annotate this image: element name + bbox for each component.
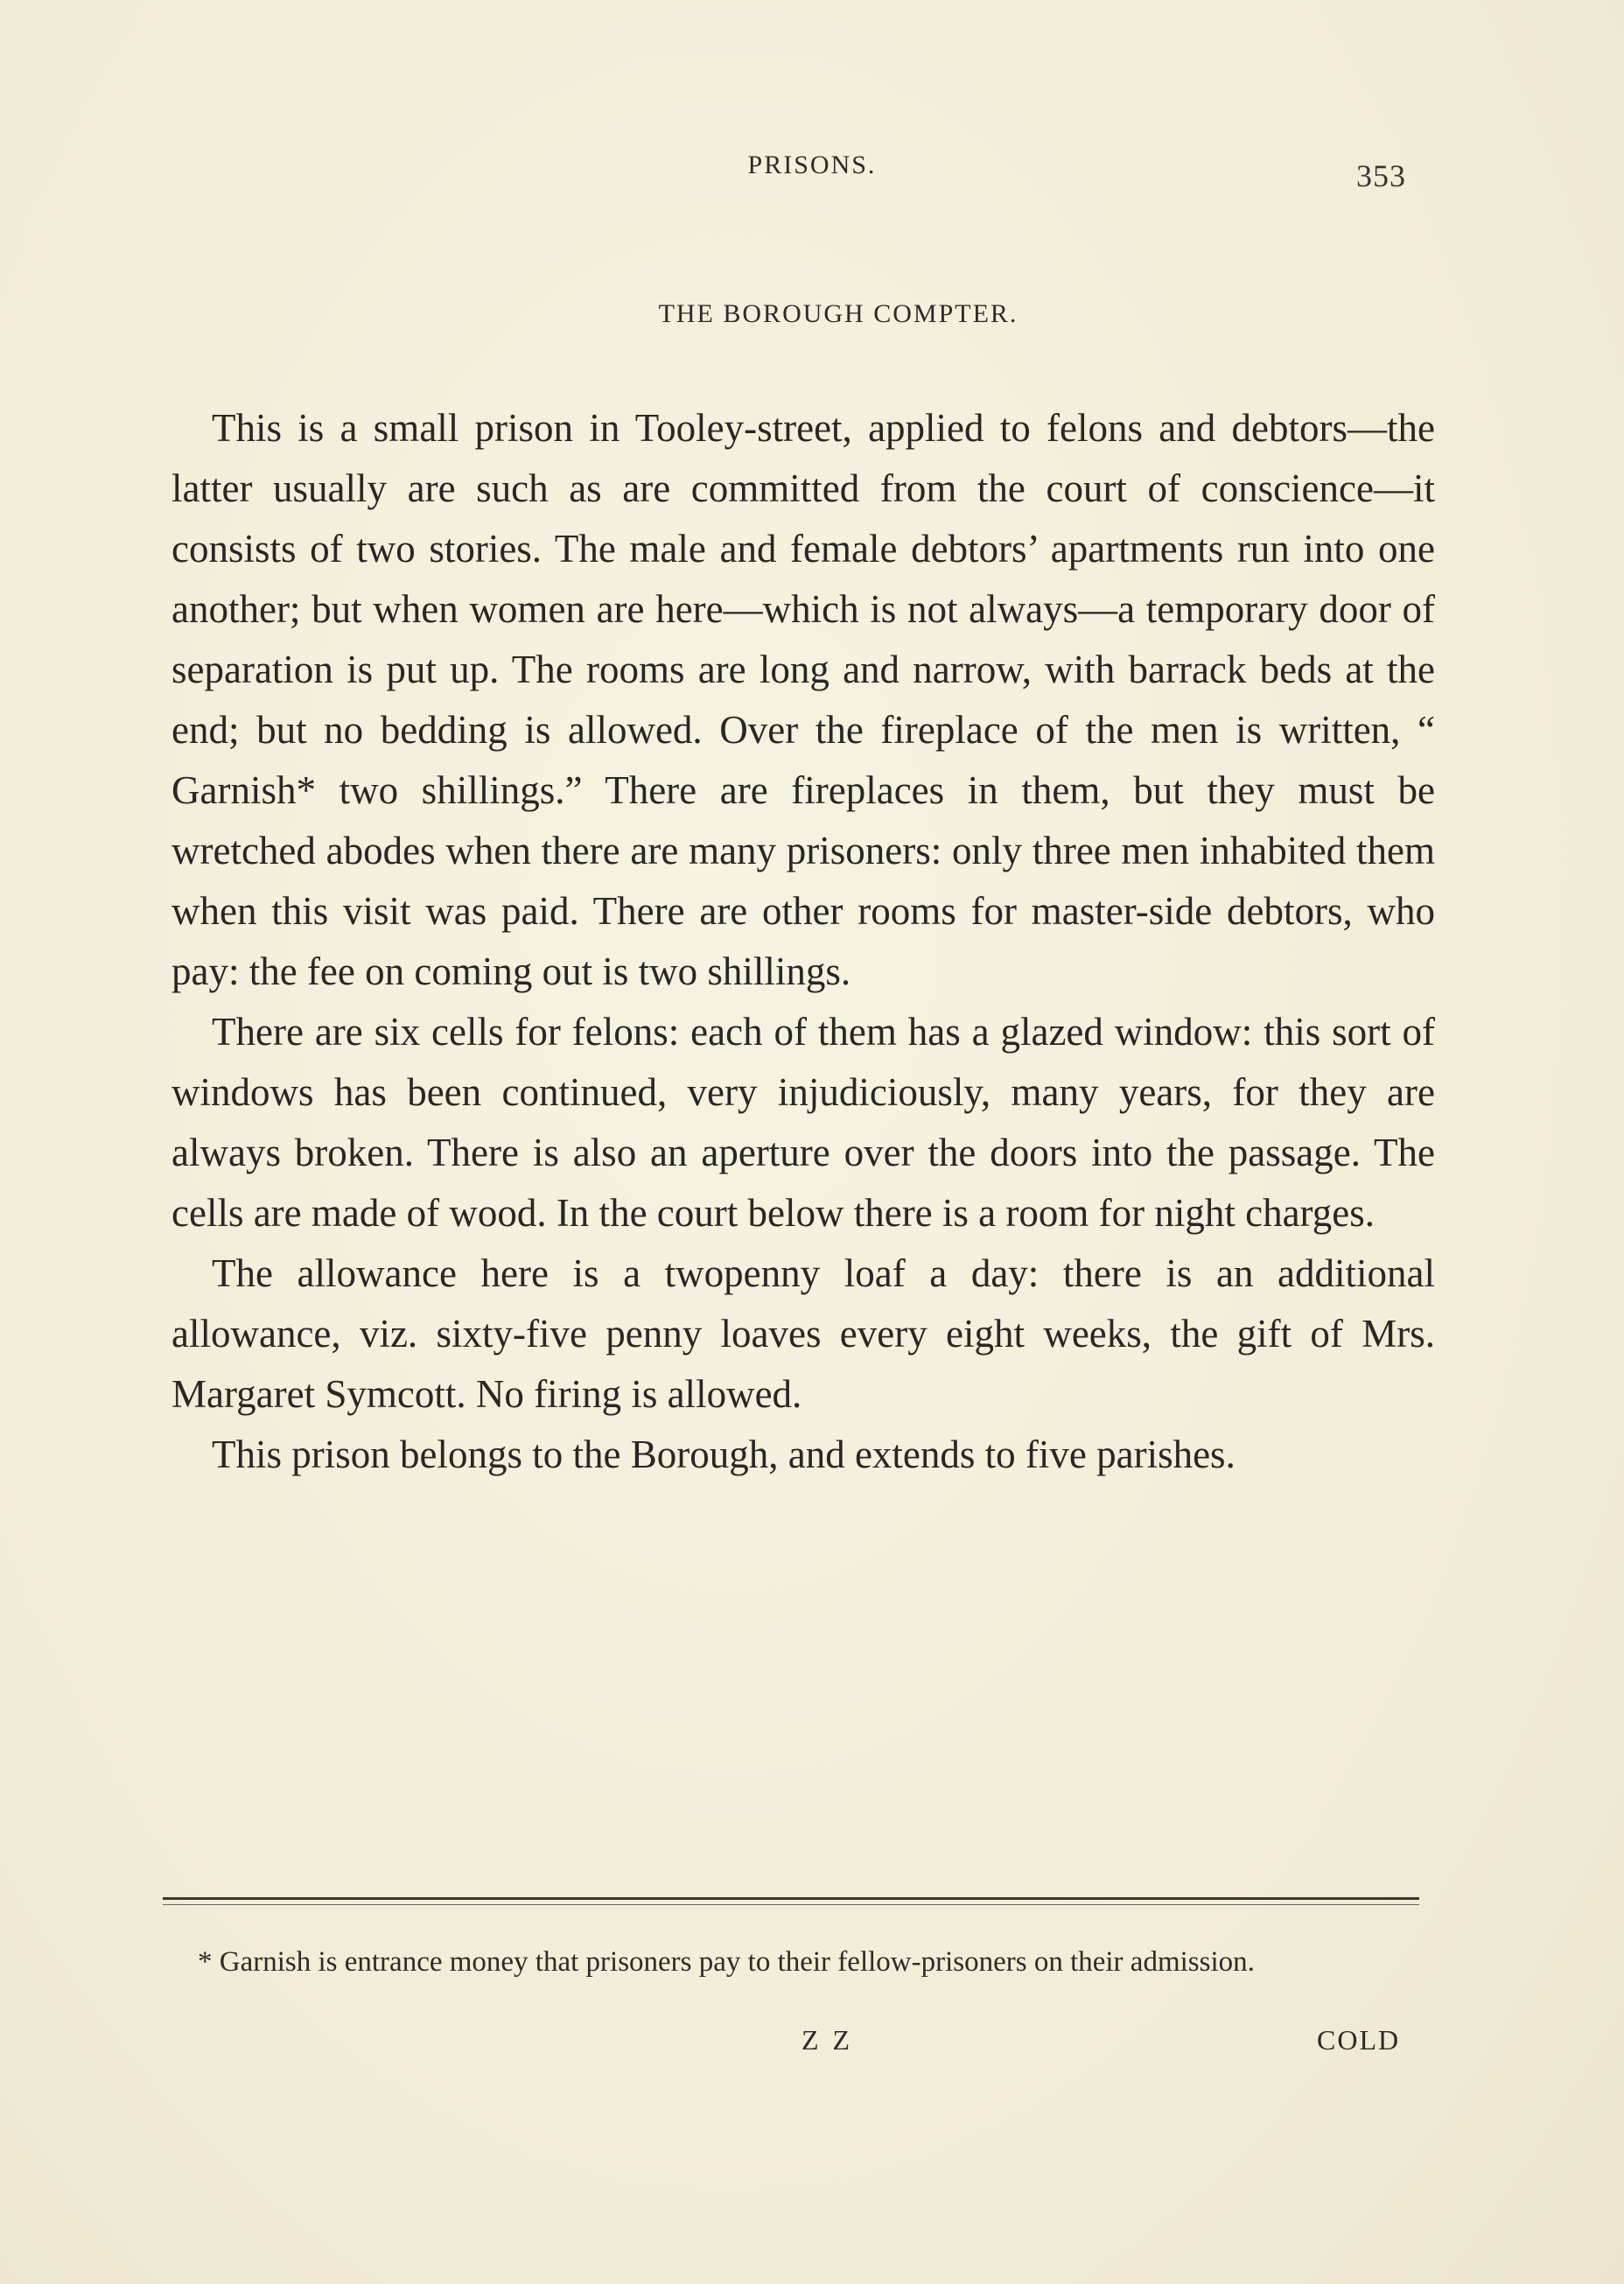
paragraph-1: This is a small prison in Tooley-street, applied to felons and debtors—the latter usually are such as are committed from the court of conscience—it consists of two stories. The male and female debtors’ apartments run into one another; but when women are here—which is not always—a temporary door of separation is put up. The rooms are long and narrow, with barrack beds at the end; but no bedding is allowed. Over the fireplace of the men is written, “ Garnish* two shillings.” There are fireplaces in them, but they must be wretched abodes when there are many prisoners: only three men inhabited them when this visit was paid. There are other rooms for master-side debtors, who pay: the fee on coming out is two shillings. [172, 406, 1435, 993]
running-head: PRISONS. [747, 151, 877, 179]
catchword: COLD [1317, 2024, 1401, 2056]
paragraph-3: The allowance here is a twopenny loaf a day: there is an additional allowance, viz. sixty-five penny loaves every eight weeks, the gift of Mrs. Margaret Symcott. No firing is allowed. [172, 1251, 1435, 1416]
footnote-rule-thin [163, 1904, 1419, 1905]
paragraph-4: This prison belongs to the Borough, and extends to five parishes. [212, 1433, 1236, 1476]
footnote-rule [163, 1897, 1419, 1900]
footnote: * Garnish is entrance money that prisoners pay to their fellow-prisoners on their admission. [198, 1946, 1255, 1978]
signature-mark: Z Z [802, 2024, 854, 2056]
body-text [172, 398, 1435, 1485]
section-title: THE BOROUGH COMPTER. [658, 299, 1018, 328]
page-number: 353 [1356, 158, 1406, 193]
paragraph-2: There are six cells for felons: each of them has a glazed window: this sort of windows has been continued, very injudiciously, many years, for they are always broken. There is also an aperture over the doors into the passage. The cells are made of wood. In the court below there is a room for night charges. [172, 1010, 1435, 1235]
